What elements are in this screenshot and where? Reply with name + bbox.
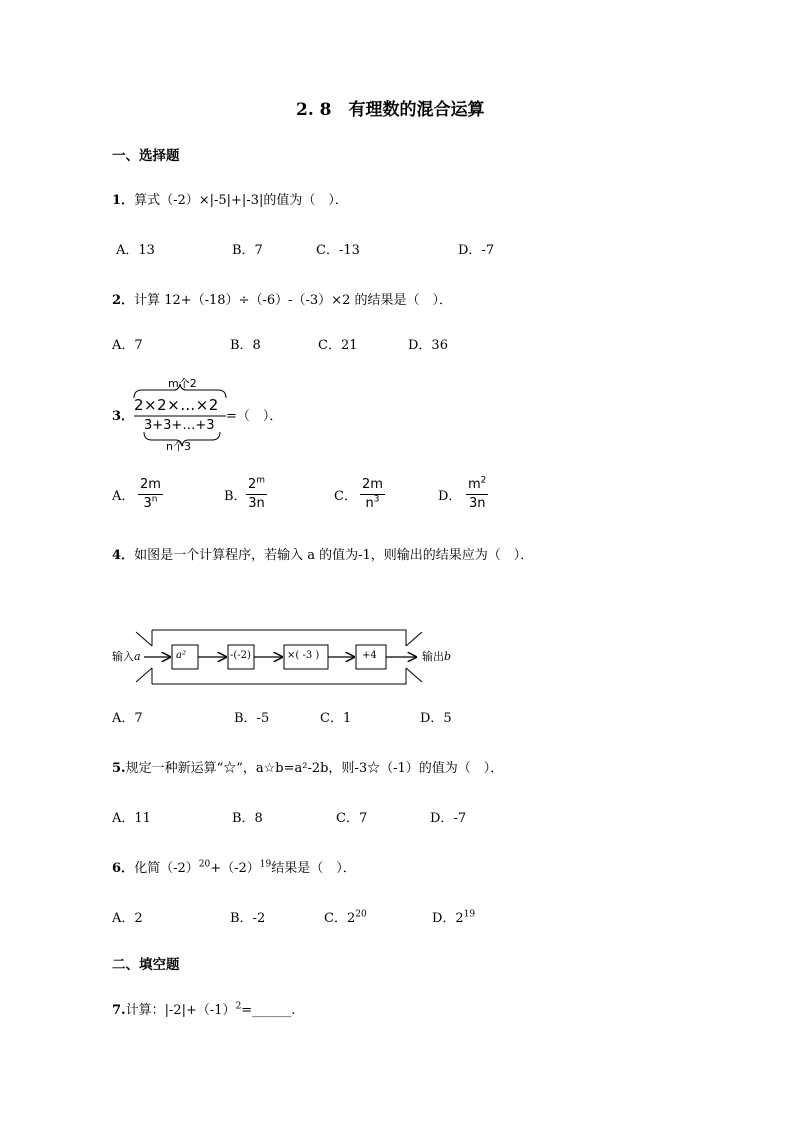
flow-input-label: 输入a	[112, 650, 141, 663]
question-number: 7.	[112, 1003, 126, 1018]
question-5: 5.规定一种新运算“☆”，a☆b=a²-2b，则-3☆（-1）的值为（ ）．	[112, 761, 504, 776]
flow-output-label: 输出b	[422, 650, 452, 663]
flow-box-multiply: ×( -3 )	[287, 650, 320, 661]
q2-option-b[interactable]: B．8	[230, 338, 261, 353]
flow-box-subtract: -(-2)	[230, 650, 251, 661]
q3-option-b-letter[interactable]: B．	[224, 489, 247, 504]
page-title: 2. 8 有理数的混合运算	[296, 100, 485, 120]
q2-option-c[interactable]: C．21	[318, 338, 358, 353]
q3-bottom-label: n个3	[166, 440, 191, 453]
q3-option-a-fraction[interactable]: 2m 3$^n$	[140, 477, 161, 512]
question-number: 5	[112, 761, 122, 776]
q3-option-c-fraction[interactable]: 2m $n^3$	[362, 477, 383, 512]
question-number: 6	[112, 861, 122, 876]
question-number: 4	[112, 548, 122, 563]
question-number: 2	[112, 293, 122, 308]
q3-option-b-fraction[interactable]: 2$^m$ 3n	[248, 475, 266, 512]
q5-option-c[interactable]: C．7	[336, 811, 368, 826]
question-number: 1	[112, 193, 122, 208]
q2-option-d[interactable]: D．36	[408, 338, 448, 353]
q3-tail: =（ ）．	[226, 409, 283, 424]
question-7: 7.计算：$|-2|+(-1)^2=\_\_\_\_\_\_$.	[112, 1001, 296, 1018]
flow-box-square: a²	[176, 650, 186, 661]
q3-denominator: 3+3+…+3	[144, 418, 215, 433]
q2-option-a[interactable]: A．7	[112, 338, 143, 353]
q3-option-c-letter[interactable]: C．	[334, 489, 357, 504]
q3-expression	[130, 376, 230, 456]
q3-option-d-fraction[interactable]: $m^2$ 3n	[468, 475, 487, 512]
flow-box-add: +4	[362, 650, 377, 661]
question-text: 算式（-2）×|-5|+|-3|的值为（ ）．	[134, 193, 348, 208]
question-6: 6．化简$(-2)^{20}+(-2)^{19}$结果是（ ）．	[112, 859, 356, 876]
q3-option-d-letter[interactable]: D．	[438, 489, 462, 504]
q5-option-b[interactable]: B．8	[232, 811, 263, 826]
q3-numerator: 2×2×…×2	[134, 396, 219, 414]
q5-option-d[interactable]: D．-7	[430, 811, 467, 826]
flow-diagram-lines	[110, 626, 460, 688]
q3-top-label: m个2	[168, 377, 197, 390]
section-heading-fill: 二、填空题	[112, 957, 180, 973]
question-text: 如图是一个计算程序，若输入 a 的值为-1，则输出的结果应为（ ）．	[134, 548, 534, 563]
q4-option-d[interactable]: D．5	[420, 711, 452, 726]
q6-option-d[interactable]: D．$2^{19}$	[432, 909, 476, 926]
question-3-number: 3．	[112, 409, 135, 424]
q1-option-d[interactable]: D．-7	[458, 243, 495, 258]
q4-option-c[interactable]: C．1	[320, 711, 352, 726]
section-heading-choice: 一、选择题	[112, 148, 180, 164]
question-1: 1．算式（-2）×|-5|+|-3|的值为（ ）．	[112, 193, 348, 208]
q1-option-b[interactable]: B．7	[232, 243, 263, 258]
question-4: 4．如图是一个计算程序，若输入 a 的值为-1，则输出的结果应为（ ）．	[112, 548, 534, 563]
q1-option-c[interactable]: C．-13	[316, 243, 360, 258]
q4-option-b[interactable]: B．-5	[234, 711, 270, 726]
calculation-flow-diagram	[110, 626, 460, 688]
q6-option-c[interactable]: C．$2^{20}$	[324, 909, 367, 926]
q3-option-a-letter[interactable]: A．	[112, 489, 135, 504]
question-text: 规定一种新运算“☆”，a☆b=a²-2b，则-3☆（-1）的值为（ ）．	[125, 761, 504, 776]
q6-option-b[interactable]: B．-2	[230, 911, 266, 926]
q6-option-a[interactable]: A．2	[112, 911, 143, 926]
question-2: 2．计算 12+（-18）÷（-6）-（-3）×2 的结果是（ ）．	[112, 293, 452, 308]
question-text: 计算 12+（-18）÷（-6）-（-3）×2 的结果是（ ）．	[134, 293, 452, 308]
q1-option-a[interactable]: A．13	[116, 243, 155, 258]
q4-option-a[interactable]: A．7	[112, 711, 143, 726]
q5-option-a[interactable]: A．11	[112, 811, 151, 826]
